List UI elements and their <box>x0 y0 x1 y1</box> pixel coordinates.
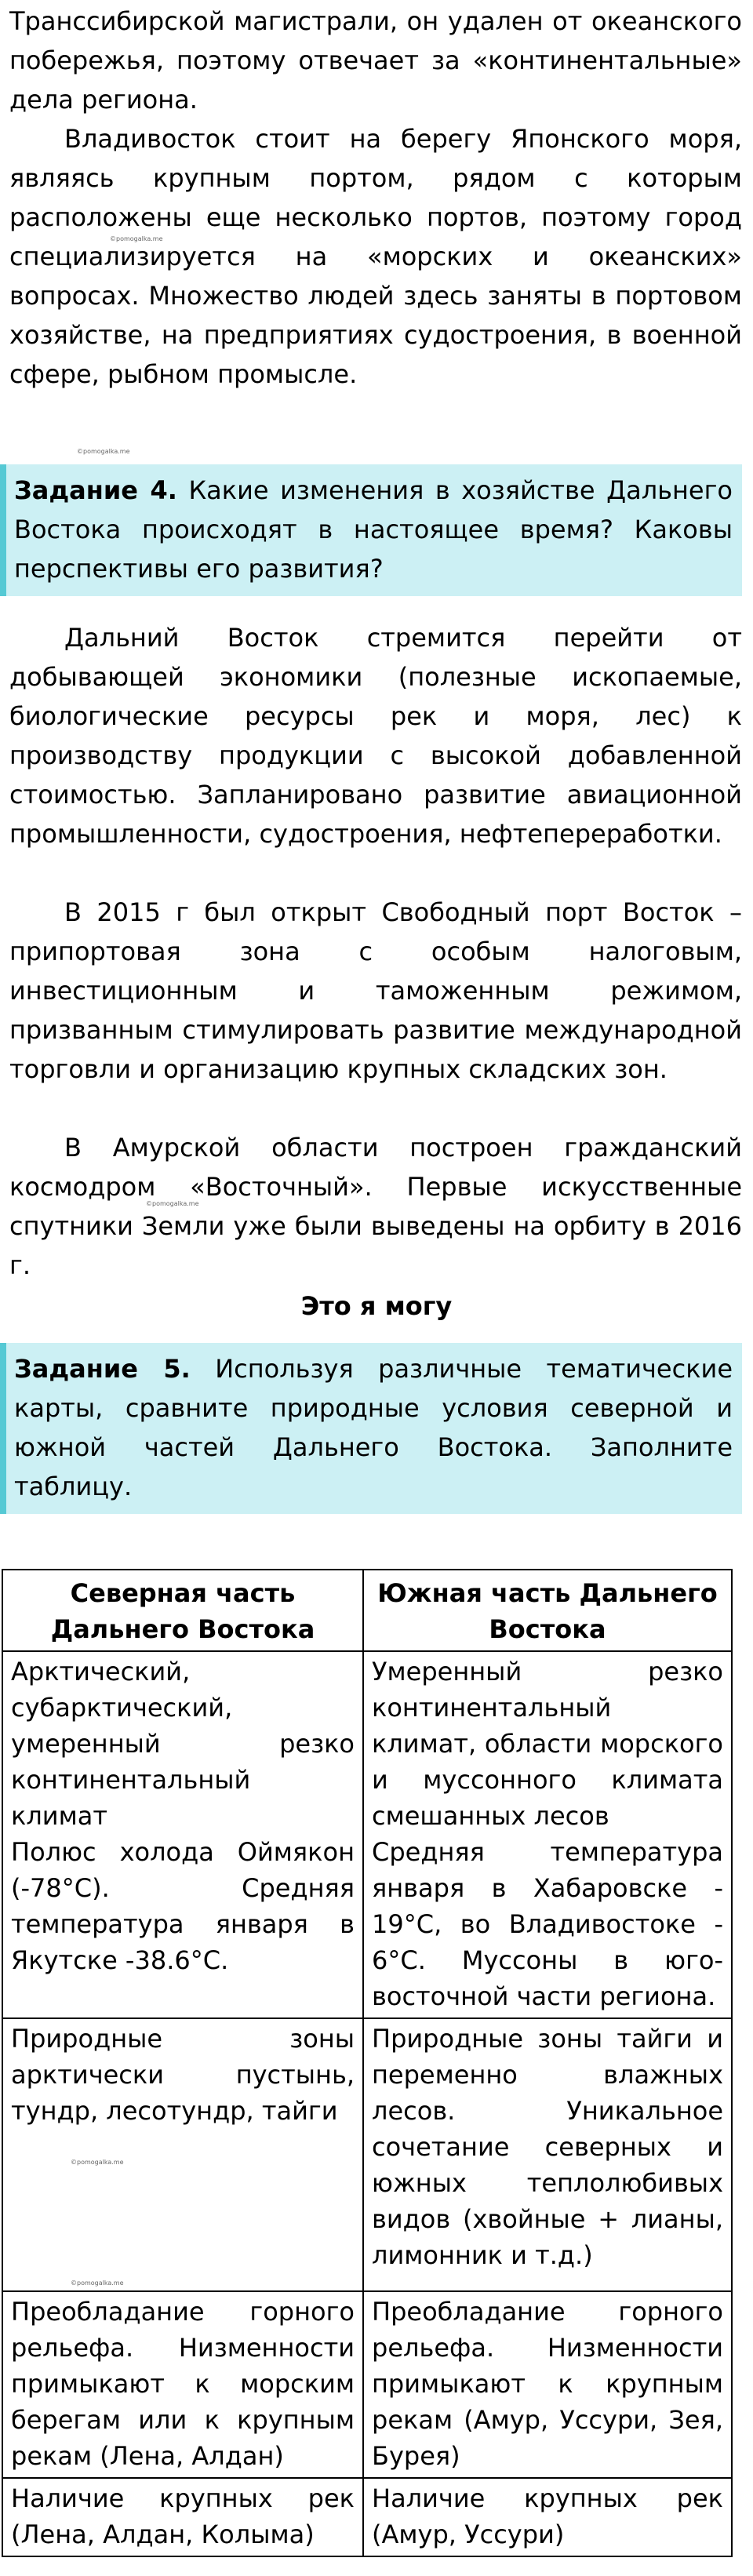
cell-north <box>2 2291 363 2478</box>
section-title: Это я могу <box>300 1291 453 1321</box>
cell-text: Умеренный резко континентальный климат, области морского и муссонного климата смешанных лесов <box>372 1657 723 1831</box>
task-5-box <box>0 1343 742 1514</box>
table-row <box>2 2478 732 2556</box>
table-header-row <box>2 1570 732 1651</box>
table-row <box>2 2291 732 2478</box>
comparison-table <box>2 1569 733 2557</box>
cell-north <box>2 1651 363 2018</box>
cell-text: Природные зоны тайги и переменно влажных лесов. Уникальное сочетание северных и южных теплолюбивых видов (хвойные + лианы, лимонник и т.д.) <box>372 2024 723 2270</box>
watermark: ©pomogalka.me <box>146 1200 199 1207</box>
cell-text: Преобладание горного рельефа. Низменности примыкают к крупным рекам (Амур, Уссури, Зея, Бурея) <box>372 2297 723 2471</box>
intro-paragraph-1: Транссибирской магистрали, он удален от океанского побережья, поэтому отвечает за «континентальные» дела региона. <box>9 6 742 115</box>
cell-south <box>363 2478 732 2556</box>
cell-text: Природные зоны арктически пустынь, тундр, лесотундр, тайги <box>11 2024 355 2126</box>
cell-text: Преобладание горного рельефа. Низменности примыкают к морским берегам или к крупным рекам (Лена, Алдан) <box>11 2297 355 2471</box>
answer-4-paragraph-3: В Амурской области построен гражданский космодром «Восточный». Первые искусственные спутники Земли уже были выведены на орбиту в 2016 г. <box>9 1133 742 1280</box>
cell-text: Наличие крупных рек (Амур, Уссури) <box>372 2483 723 2549</box>
task-4-text: Какие изменения в хозяйстве Дальнего Востока происходят в настоящее время? Каковы перспективы его развития? <box>14 475 733 584</box>
task-5-text: Используя различные тематические карты, сравните природные условия северной и южной частей Дальнего Востока. Заполните таблицу. <box>14 1354 733 1501</box>
cell-north <box>2 2478 363 2556</box>
header-south: Южная часть Дальнего Востока <box>363 1570 732 1651</box>
answer-4-paragraph-2: В 2015 г был открыт Свободный порт Восток – припортовая зона с особым налоговым, инвестиционным и таможенным режимом, призванным стимулировать развитие международной торговли и организацию крупных складских зон. <box>9 897 742 1084</box>
cell-south <box>363 1651 732 2018</box>
cell-text: Наличие крупных рек (Лена, Алдан, Колыма) <box>11 2483 355 2549</box>
watermark: ©pomogalka.me <box>71 2279 124 2287</box>
table-row <box>2 2018 732 2291</box>
watermark: ©pomogalka.me <box>71 2159 124 2166</box>
header-north: Северная часть Дальнего Востока <box>2 1570 363 1651</box>
task-5-label: Задание 5. <box>14 1354 191 1384</box>
cell-text: Средняя температура января в Хабаровске - 19°С, во Владивостоке - 6°С. Муссоны в юго-восточной части региона. <box>372 1837 723 2011</box>
watermark: ©pomogalka.me <box>77 448 130 455</box>
cell-text: Арктический, субарктический, умеренный резко континентальный климат <box>11 1657 355 1831</box>
watermark: ©pomogalka.me <box>110 235 163 242</box>
cell-text: Полюс холода Оймякон (-78°С). Средняя температура января в Якутске -38.6°С. <box>11 1837 355 1975</box>
table-row <box>2 1651 732 2018</box>
intro-paragraph-2: Владивосток стоит на берегу Японского моря, являясь крупным портом, рядом с которым расположены еще несколько портов, поэтому город специализируется на «морских и океанских» вопросах. Множество людей здесь заняты в портовом хозяйстве, на предприятиях судостроения, в военной сфере, рыбном промысле. <box>9 124 742 389</box>
answer-4-paragraph-1: Дальний Восток стремится перейти от добывающей экономики (полезные ископаемые, биологические ресурсы рек и моря, лес) к производству продукции с высокой добавленной стоимостью. Запланировано развитие авиационной промышленности, судостроения, нефтепереработки. <box>9 623 742 849</box>
cell-south <box>363 2018 732 2291</box>
cell-south <box>363 2291 732 2478</box>
task-4-label: Задание 4. <box>14 475 177 505</box>
task-4-box <box>0 464 742 596</box>
cell-north <box>2 2018 363 2291</box>
